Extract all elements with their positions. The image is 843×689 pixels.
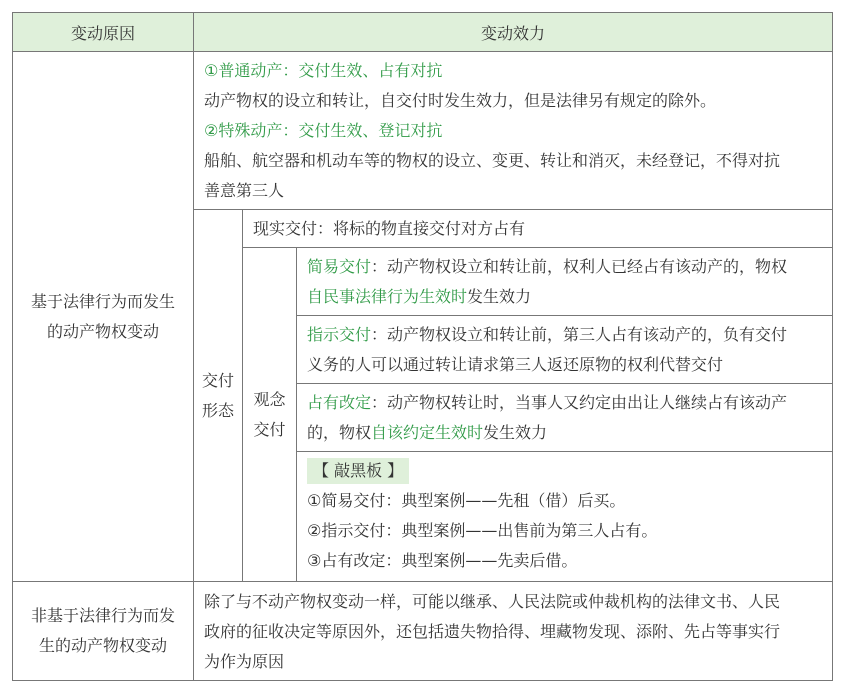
key-points-title: 【 敲黑板 】 — [307, 458, 409, 484]
non-legal-act-text-line3: 为作为原因 — [204, 652, 285, 671]
header-effect — [193, 12, 833, 52]
indicative-delivery-text-line1: ：动产物权设立和转让前，第三人占有该动产的，负有交付 — [371, 325, 788, 344]
actual-delivery — [242, 209, 833, 248]
possession-agreement-term: 占有改定 — [307, 393, 372, 412]
key-point-1: ①简易交付：典型案例——先租（借）后买。 — [307, 491, 626, 510]
delivery-form-label-line1: 交付 — [201, 370, 234, 390]
possession-agreement-text-pre: 的，物权 — [307, 423, 372, 442]
actual-delivery-text: 现实交付：将标的物直接交付对方占有 — [253, 218, 526, 238]
reason-non-legal-act — [12, 581, 194, 681]
header-cause-label: 变动原因 — [70, 23, 135, 43]
notional-delivery-label-line2: 交付 — [253, 419, 286, 439]
simple-delivery-effective-phrase: 自民事法律行为生效时 — [307, 287, 468, 306]
delivery-form-label-line2: 形态 — [201, 400, 234, 420]
non-legal-act-text-line1: 除了与不动产物权变动一样，可能以继承、人民法院或仲裁机构的法律文书、人民 — [204, 592, 781, 611]
key-point-2: ②指示交付：典型案例——出售前为第三人占有。 — [307, 521, 658, 540]
special-movable-title: ②特殊动产：交付生效、登记对抗 — [204, 121, 443, 140]
reason-non-legal-act-line2: 生的动产物权变动 — [38, 636, 167, 655]
delivery-form-label — [193, 209, 243, 582]
reason-legal-act-line1: 基于法律行为而发生 — [30, 291, 175, 311]
reason-legal-act — [12, 51, 194, 582]
ordinary-movable-title: ①普通动产：交付生效、占有对抗 — [204, 61, 443, 80]
special-movable-desc-line1: 船舶、航空器和机动车等的物权的设立、变更、转让和消灭，未经登记，不得对抗 — [204, 151, 781, 170]
indicative-delivery-term: 指示交付 — [307, 325, 372, 344]
simple-delivery-term: 简易交付 — [307, 257, 372, 276]
key-point-3: ③占有改定：典型案例——先卖后借。 — [307, 551, 578, 570]
notional-delivery-label-line1: 观念 — [253, 389, 286, 409]
key-points-board — [296, 451, 833, 582]
notional-delivery-label — [242, 247, 297, 582]
header-effect-label: 变动效力 — [480, 23, 545, 43]
possession-agreement-text-line1: ：动产物权转让时，当事人又约定由出让人继续占有该动产 — [371, 393, 788, 412]
reason-non-legal-act-line1: 非基于法律行为而发 — [30, 606, 175, 625]
indicative-delivery — [296, 315, 833, 384]
special-movable-desc-line2: 善意第三人 — [204, 181, 285, 200]
non-legal-act-text-line2: 政府的征收决定等原因外，还包括遗失物拾得、埋藏物发现、添附、先占等事实行 — [204, 622, 781, 641]
possession-agreement-effective-phrase: 自该约定生效时 — [371, 423, 484, 442]
ordinary-movable-desc: 动产物权的设立和转让，自交付时发生效力，但是法律另有规定的除外。 — [204, 91, 717, 110]
possession-agreement — [296, 383, 833, 452]
indicative-delivery-text-line2: 义务的人可以通过转让请求第三人返还原物的权利代替交付 — [307, 355, 724, 374]
movable-types-cell — [193, 51, 833, 210]
non-legal-act-effect — [193, 581, 833, 681]
property-change-table — [12, 12, 833, 681]
simple-delivery — [296, 247, 833, 316]
header-cause — [12, 12, 194, 52]
simple-delivery-text-line1: ：动产物权设立和转让前，权利人已经占有该动产的，物权 — [371, 257, 788, 276]
simple-delivery-text-tail: 发生效力 — [467, 287, 532, 306]
possession-agreement-text-tail: 发生效力 — [483, 423, 548, 442]
reason-legal-act-line2: 的动产物权变动 — [46, 321, 159, 341]
